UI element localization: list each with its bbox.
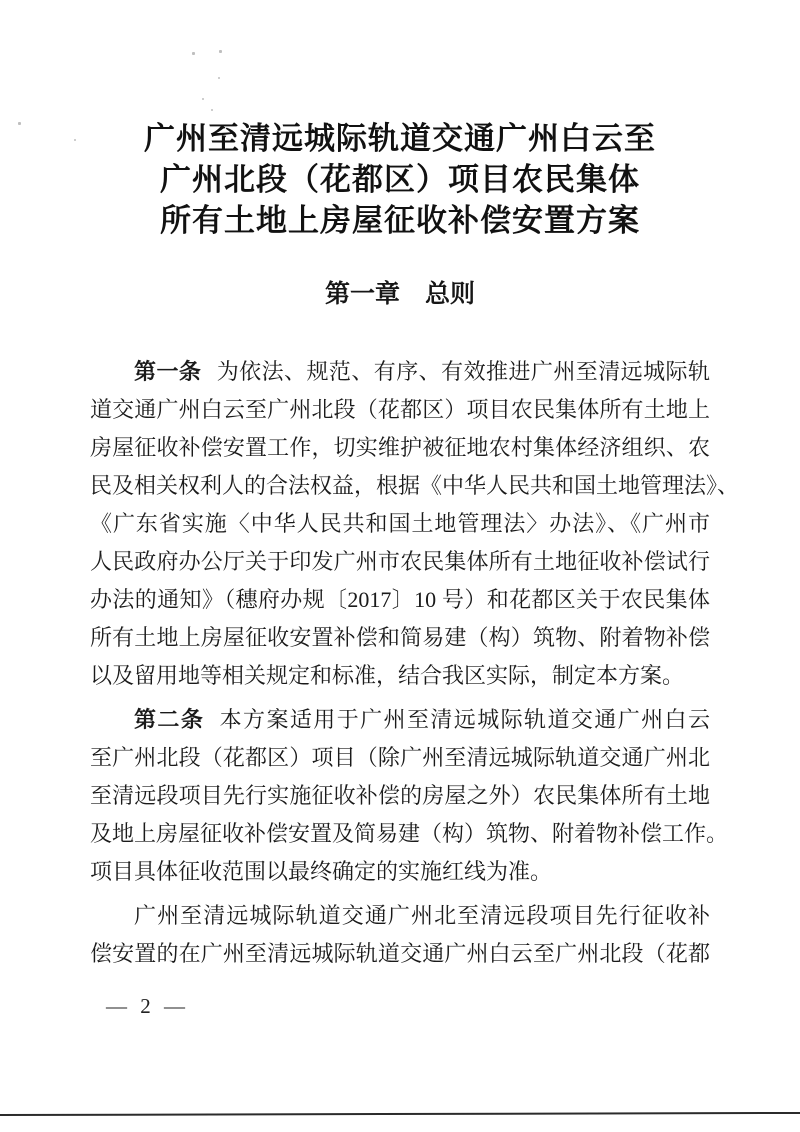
paragraph-line: 至清远段项目先行实施征收补偿的房屋之外）农民集体所有土地	[90, 783, 710, 808]
paragraph-line	[90, 353, 710, 391]
paragraph-article-1	[90, 353, 740, 695]
paragraph-line: 《广东省实施〈中华人民共和国土地管理法〉办法》、《广州市	[90, 511, 710, 536]
scan-speck	[211, 109, 213, 111]
scan-speck	[219, 50, 222, 53]
document-body	[90, 353, 740, 973]
document-title	[0, 118, 800, 241]
paragraph-line: 房屋征收补偿安置工作，切实维护被征地农村集体经济组织、农	[90, 435, 710, 460]
paragraph-article-2	[90, 701, 729, 891]
title-line-2: 广州北段（花都区）项目农民集体	[160, 162, 640, 197]
paragraph-line: 人民政府办公厅关于印发广州市农民集体所有土地征收补偿试行	[90, 549, 710, 574]
paragraph-line: 至广州北段（花都区）项目（除广州至清远城际轨道交通广州北	[90, 745, 710, 770]
paragraph-line	[90, 701, 710, 739]
paragraph-line: 所有土地上房屋征收安置补偿和简易建（构）筑物、附着物补偿	[90, 625, 710, 650]
paragraph-line: 办法的通知》（穗府办规〔2017〕10 号）和花都区关于农民集体	[90, 587, 710, 612]
paragraph-line: 项目具体征收范围以最终确定的实施红线为准。	[90, 859, 553, 884]
scan-speck	[18, 122, 21, 125]
line-text: 为依法、规范、有序、有效推进广州至清远城际轨	[216, 359, 710, 384]
scan-speck	[192, 52, 195, 55]
paragraph-3	[90, 897, 710, 973]
paragraph-line: 民及相关权利人的合法权益，根据《中华人民共和国土地管理法》、	[90, 473, 740, 498]
scan-speck	[202, 98, 204, 100]
line-text: 本方案适用于广州至清远城际轨道交通广州白云	[219, 707, 710, 732]
paragraph-line: 及地上房屋征收补偿安置及简易建（构）筑物、附着物补偿工作。	[90, 821, 729, 846]
chapter-heading: 第一章 总则	[324, 280, 475, 308]
paragraph-line: 广州至清远城际轨道交通广州北至清远段项目先行征收补	[134, 903, 710, 928]
paragraph-line: 偿安置的在广州至清远城际轨道交通广州白云至广州北段（花都	[90, 941, 710, 966]
scan-speck	[74, 139, 76, 141]
article-2-term: 第二条	[134, 707, 205, 732]
scan-speck	[218, 77, 220, 79]
title-line-1: 广州至清远城际轨道交通广州白云至	[144, 121, 656, 156]
paragraph-line: 道交通广州白云至广州北段（花都区）项目农民集体所有土地上	[90, 397, 710, 422]
article-1-term: 第一条	[134, 359, 202, 384]
paragraph-line: 以及留用地等相关规定和标准，结合我区实际，制定本方案。	[90, 663, 685, 688]
title-line-3: 所有土地上房屋征收补偿安置方案	[160, 203, 640, 238]
page-number: — 2 —	[106, 994, 189, 1018]
scan-edge-line	[0, 1112, 800, 1116]
